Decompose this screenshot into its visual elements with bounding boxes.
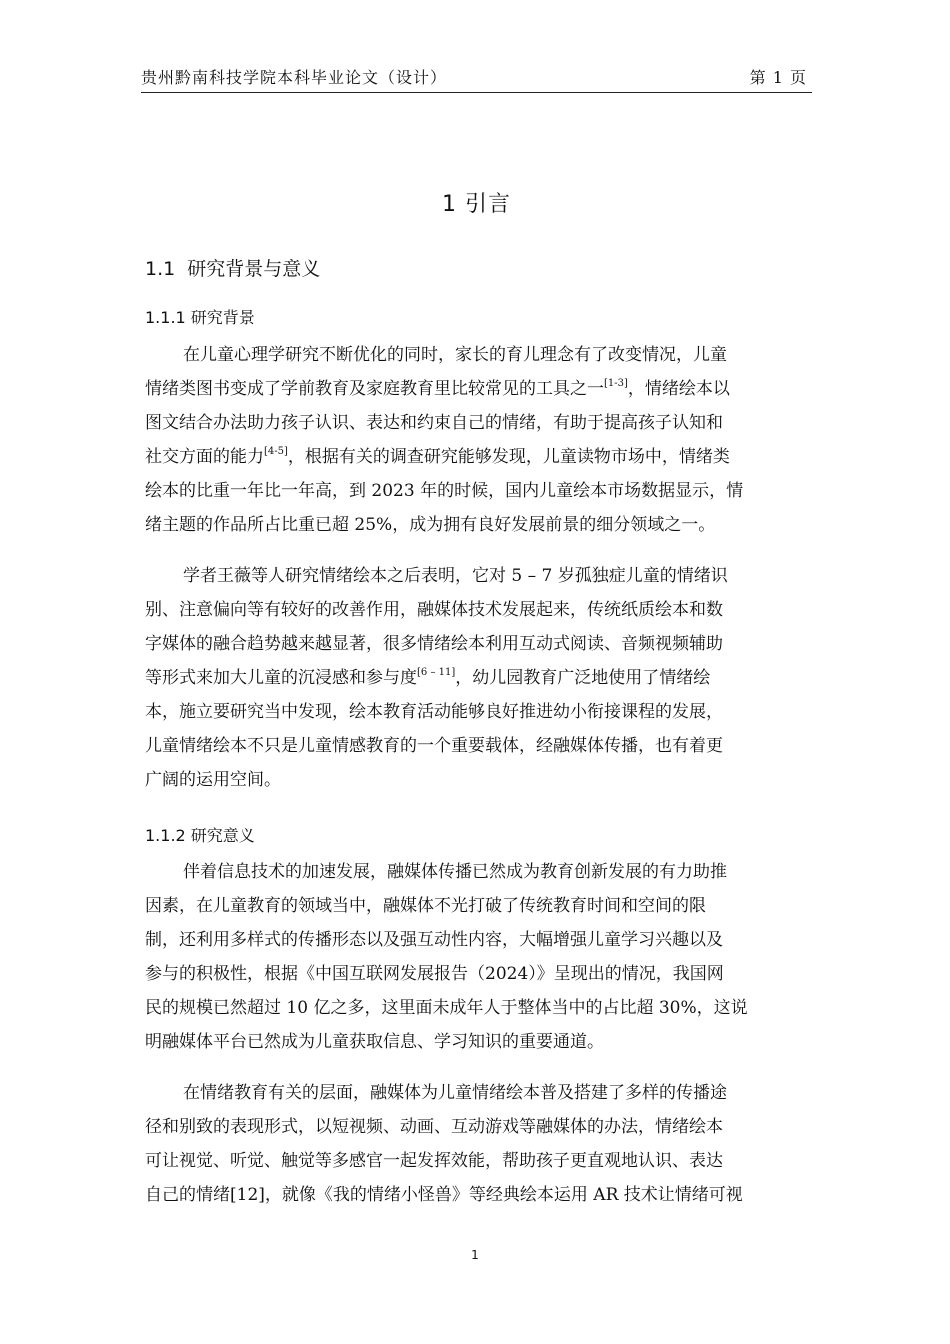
- text-line: 儿童情绪绘本不只是儿童情感教育的一个重要载体，经融媒体传播，也有着更: [145, 736, 723, 756]
- text-segment: 社交方面的能力: [145, 447, 264, 467]
- text-line: 明融媒体平台已然成为儿童获取信息、学习知识的重要通道。: [145, 1032, 604, 1052]
- section-title: 1.1 研究背景与意义: [145, 258, 321, 280]
- text-line: [145, 661, 807, 695]
- text-segment: ，情绪绘本以: [627, 379, 730, 399]
- citation-marker: [6 – 11]: [417, 667, 456, 678]
- text-line: 自己的情绪[12]，就像《我的情绪小怪兽》等经典绘本运用 AR 技术让情绪可视: [145, 1185, 743, 1205]
- text-line: 图文结合办法助力孩子认识、表达和约束自己的情绪，有助于提高孩子认知和: [145, 413, 723, 433]
- text-line: [145, 372, 807, 406]
- text-line: 径和别致的表现形式，以短视频、动画、互动游戏等融媒体的办法，情绪绘本: [145, 1117, 723, 1137]
- text-line: 制，还利用多样式的传播形态以及强互动性内容，大幅增强儿童学习兴趣以及: [145, 930, 723, 950]
- text-segment: 情绪类图书变成了学前教育及家庭教育里比较常见的工具之一: [145, 379, 604, 399]
- paragraph-background-2: [145, 559, 807, 797]
- text-line: 参与的积极性，根据《中国互联网发展报告（2024）》呈现出的情况，我国网: [145, 964, 724, 984]
- text-line: 可让视觉、听觉、触觉等多感官一起发挥效能，帮助孩子更直观地认识、表达: [145, 1151, 723, 1171]
- header-title: 贵州黔南科技学院本科毕业论文（设计）: [141, 68, 448, 87]
- paragraph-background-1: [145, 338, 807, 542]
- text-line: 学者王薇等人研究情绪绘本之后表明，它对 5 – 7 岁孤独症儿童的情绪识: [183, 566, 728, 586]
- text-line: 绘本的比重一年比一年高，到 2023 年的时候，国内儿童绘本市场数据显示，情: [145, 481, 744, 501]
- text-line: [145, 440, 807, 474]
- subsection-title-background: 1.1.1 研究背景: [145, 308, 255, 327]
- citation-marker: [1-3]: [604, 378, 628, 389]
- text-line: 在情绪教育有关的层面，融媒体为儿童情绪绘本普及搭建了多样的传播途: [183, 1083, 727, 1103]
- running-header: [141, 66, 812, 93]
- chapter-title: 1 引言: [442, 192, 511, 217]
- text-line: 广阔的运用空间。: [145, 770, 281, 790]
- text-segment: ，幼儿园教育广泛地使用了情绪绘: [455, 668, 711, 688]
- paragraph-significance-1: [145, 855, 807, 1059]
- text-line: 本，施立要研究当中发现，绘本教育活动能够良好推进幼小衔接课程的发展，: [145, 702, 723, 722]
- subsection-title-significance: 1.1.2 研究意义: [145, 826, 255, 845]
- paragraph-significance-2: [145, 1076, 807, 1212]
- text-segment: ，根据有关的调查研究能够发现，儿童读物市场中，情绪类: [287, 447, 730, 467]
- text-segment: 等形式来加大儿童的沉浸感和参与度: [145, 668, 417, 688]
- citation-marker: [4-5]: [264, 446, 288, 457]
- text-line: 绪主题的作品所占比重已超 25%，成为拥有良好发展前景的细分领域之一。: [145, 515, 716, 535]
- text-line: 字媒体的融合趋势越来越显著，很多情绪绘本利用互动式阅读、音频视频辅助: [145, 634, 723, 654]
- text-line: 民的规模已然超过 10 亿之多，这里面未成年人于整体当中的占比超 30%，这说: [145, 998, 748, 1018]
- header-page-label: 第 1 页: [749, 68, 807, 87]
- text-line: 别、注意偏向等有较好的改善作用，融媒体技术发展起来，传统纸质绘本和数: [145, 600, 723, 620]
- text-line: 在儿童心理学研究不断优化的同时，家长的育儿理念有了改变情况，儿童: [183, 345, 727, 365]
- text-line: 伴着信息技术的加速发展，融媒体传播已然成为教育创新发展的有力助推: [183, 862, 727, 882]
- text-line: 因素，在儿童教育的领域当中，融媒体不光打破了传统教育时间和空间的限: [145, 896, 706, 916]
- page-number: 1: [471, 1248, 479, 1262]
